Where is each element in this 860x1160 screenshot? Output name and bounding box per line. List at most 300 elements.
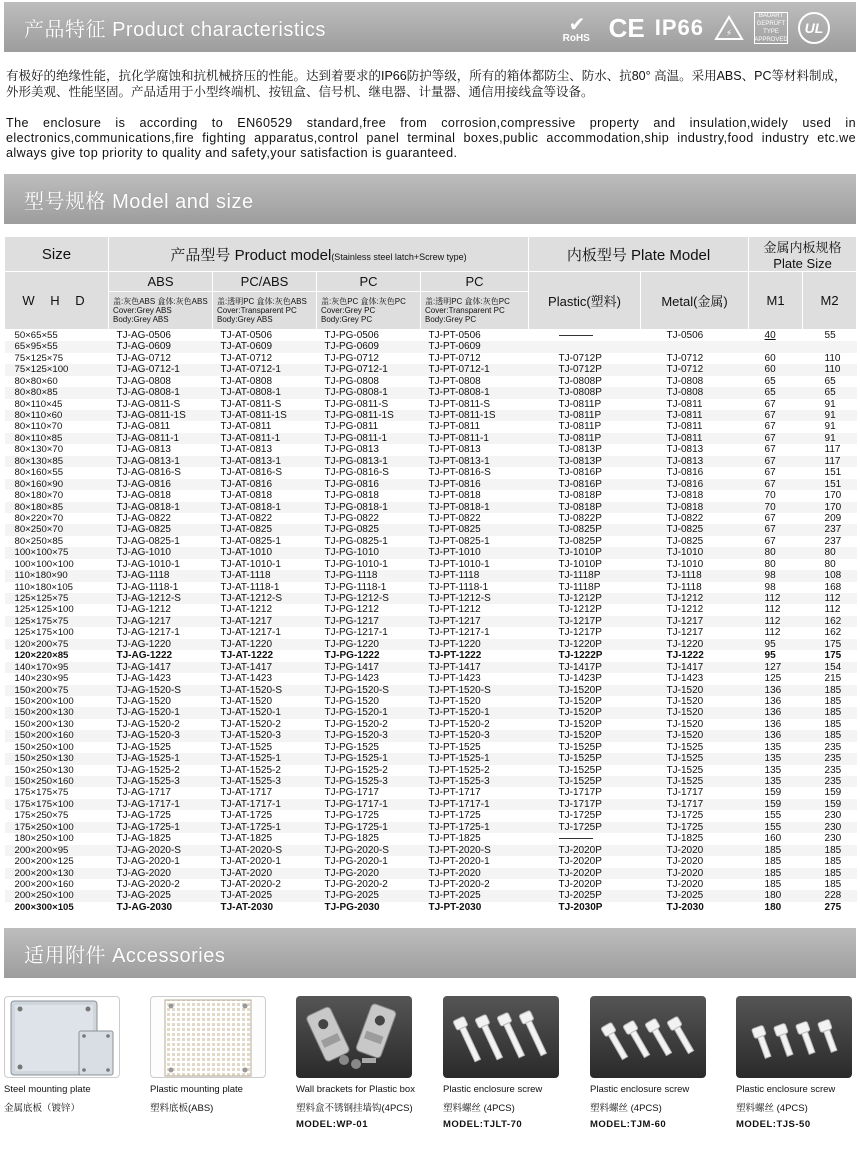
table-row: [5, 421, 857, 432]
pcabs-model-cell: TJ-AT-1212: [213, 604, 317, 615]
m2-cell: 235: [803, 776, 857, 787]
m2-cell: 230: [803, 810, 857, 821]
pc-transparent-model-cell: TJ-PT-1520-1: [421, 707, 529, 718]
pc-grey-model-cell: TJ-PG-1217: [317, 616, 421, 627]
plastic-plate-cell: TJ-2020P: [529, 879, 641, 890]
accessory-name-cn: 塑料螺丝 (4PCS): [736, 1103, 808, 1114]
abs-model-cell: TJ-AG-1212: [109, 604, 213, 615]
abs-model-cell: TJ-AG-1417: [109, 662, 213, 673]
m1-cell: 67: [749, 513, 803, 524]
model-size-table: [4, 236, 857, 913]
metal-header: Metal(金属): [641, 272, 749, 330]
pc-grey-header: PC: [317, 272, 421, 292]
pcabs-model-cell: TJ-AT-1118-1: [213, 582, 317, 593]
pc-transparent-model-cell: TJ-PT-1010-1: [421, 559, 529, 570]
plastic-plate-cell: TJ-0825P: [529, 536, 641, 547]
pcabs-model-cell: TJ-AT-1717: [213, 787, 317, 798]
metal-plate-cell: TJ-0818: [641, 490, 749, 501]
plastic-plate-cell: TJ-0818P: [529, 502, 641, 513]
pc-grey-model-cell: TJ-PG-1520-3: [317, 730, 421, 741]
tuv-line-2: GEPRÜFT: [756, 21, 786, 27]
abs-model-cell: TJ-AG-0811: [109, 421, 213, 432]
size-cell: 200×200×125: [5, 856, 109, 867]
m1-cell: 135: [749, 776, 803, 787]
plastic-plate-cell: TJ-2020P: [529, 845, 641, 856]
abs-model-cell: TJ-AG-1217-1: [109, 627, 213, 638]
plastic-plate-cell: TJ-1212P: [529, 604, 641, 615]
pcabs-model-cell: TJ-AT-0811-S: [213, 399, 317, 410]
m2-cell: 110: [803, 353, 857, 364]
size-cell: 150×200×130: [5, 707, 109, 718]
m2-header: M2: [803, 272, 857, 330]
pc-grey-model-cell: TJ-PG-1525-1: [317, 753, 421, 764]
table-row: [5, 570, 857, 581]
abs-header: ABS: [109, 272, 213, 292]
plastic-plate-cell: TJ-1217P: [529, 616, 641, 627]
abs-model-cell: TJ-AG-0712-1: [109, 364, 213, 375]
m1-cell: 67: [749, 456, 803, 467]
metal-plate-cell: TJ-1717: [641, 787, 749, 798]
abs-model-cell: TJ-AG-0811-1S: [109, 410, 213, 421]
abs-model-cell: TJ-AG-1717: [109, 787, 213, 798]
plastic-plate-cell: TJ-1222P: [529, 650, 641, 661]
m1-cell: 112: [749, 604, 803, 615]
table-row: [5, 765, 857, 776]
abs-model-cell: TJ-AG-2020-1: [109, 856, 213, 867]
pc-transparent-model-cell: TJ-PT-0813: [421, 444, 529, 455]
pc-grey-model-cell: TJ-PG-0609: [317, 341, 421, 352]
pc-transparent-model-cell: TJ-PT-1525-3: [421, 776, 529, 787]
abs-model-cell: TJ-AG-1520-1: [109, 707, 213, 718]
rohs-label: RoHS: [562, 33, 590, 44]
size-cell: 80×180×70: [5, 490, 109, 501]
size-cell: 150×250×130: [5, 765, 109, 776]
pcabs-model-cell: TJ-AT-1217: [213, 616, 317, 627]
m2-cell: 185: [803, 879, 857, 890]
metal-plate-cell: TJ-1220: [641, 639, 749, 650]
pc-grey-model-cell: TJ-PG-0818-1: [317, 502, 421, 513]
metal-plate-cell: TJ-0825: [641, 524, 749, 535]
m1-cell: 65: [749, 387, 803, 398]
section-title-cn: 型号规格: [24, 190, 106, 213]
plastic-plate-cell: TJ-1525P: [529, 765, 641, 776]
m1-cell: 136: [749, 696, 803, 707]
m2-cell: 151: [803, 479, 857, 490]
pcabs-model-cell: TJ-AT-1010-1: [213, 559, 317, 570]
pc-grey-model-cell: TJ-PG-2030: [317, 902, 421, 913]
size-cell: 80×80×60: [5, 376, 109, 387]
abs-model-cell: TJ-AG-1212-S: [109, 593, 213, 604]
pc-transparent-model-cell: TJ-PT-2020: [421, 868, 529, 879]
m2-cell: 235: [803, 765, 857, 776]
m2-cell: 170: [803, 490, 857, 501]
m1-cell: 159: [749, 799, 803, 810]
table-row: [5, 353, 857, 364]
pc-transparent-model-cell: TJ-PT-1222: [421, 650, 529, 661]
table-row: [5, 364, 857, 375]
m2-cell: 80: [803, 547, 857, 558]
plastic-plate-cell: TJ-1717P: [529, 799, 641, 810]
plastic-plate-cell: TJ-1725P: [529, 810, 641, 821]
m1-cell: 60: [749, 364, 803, 375]
pcabs-model-cell: TJ-AT-1520-S: [213, 685, 317, 696]
pc-grey-model-cell: TJ-PG-1725: [317, 810, 421, 821]
pc-grey-model-cell: TJ-PG-0712-1: [317, 364, 421, 375]
size-cell: 50×65×55: [5, 330, 109, 342]
m2-cell: 215: [803, 673, 857, 684]
pc-grey-model-cell: TJ-PG-1118-1: [317, 582, 421, 593]
m1-cell: 60: [749, 353, 803, 364]
metal-plate-cell: TJ-0822: [641, 513, 749, 524]
metal-plate-cell: [641, 341, 749, 352]
metal-plate-cell: TJ-2020: [641, 845, 749, 856]
abs-model-cell: TJ-AG-1525-2: [109, 765, 213, 776]
size-cell: 80×160×90: [5, 479, 109, 490]
m1-cell: 70: [749, 502, 803, 513]
pcabs-model-cell: TJ-AT-2020-2: [213, 879, 317, 890]
pc-grey-material-desc: [317, 292, 421, 330]
m2-cell: 65: [803, 387, 857, 398]
table-row: [5, 879, 857, 890]
m2-cell: 185: [803, 719, 857, 730]
abs-model-cell: TJ-AG-1825: [109, 833, 213, 844]
pc-transparent-model-cell: TJ-PT-0813-1: [421, 456, 529, 467]
m2-cell: 65: [803, 376, 857, 387]
m2-cell: 237: [803, 524, 857, 535]
size-cell: 125×175×100: [5, 627, 109, 638]
pc-grey-model-cell: TJ-PG-1010-1: [317, 559, 421, 570]
pc-transparent-model-cell: TJ-PT-1520-S: [421, 685, 529, 696]
abs-model-cell: TJ-AG-1118: [109, 570, 213, 581]
abs-model-cell: TJ-AG-0808: [109, 376, 213, 387]
abs-model-cell: TJ-AG-1423: [109, 673, 213, 684]
pc-grey-model-cell: TJ-PG-1525: [317, 742, 421, 753]
pc-transparent-model-cell: TJ-PT-2025: [421, 890, 529, 901]
accessory-name-en: Plastic enclosure screw: [590, 1084, 690, 1095]
metal-plate-cell: TJ-0811: [641, 421, 749, 432]
table-row: [5, 627, 857, 638]
pc-grey-model-cell: TJ-PG-1118: [317, 570, 421, 581]
pcabs-model-cell: TJ-AT-0808-1: [213, 387, 317, 398]
accessories-header: [4, 928, 856, 978]
size-cell: 150×250×100: [5, 742, 109, 753]
pc-grey-model-cell: TJ-PG-2025: [317, 890, 421, 901]
section-title-cn: 产品特征: [24, 18, 106, 41]
accessory-item: [4, 996, 120, 1114]
pc-transparent-model-cell: TJ-PT-0808: [421, 376, 529, 387]
size-cell: 110×180×105: [5, 582, 109, 593]
abs-model-cell: TJ-AG-0822: [109, 513, 213, 524]
model-and-size-header: [4, 174, 856, 224]
pc-grey-model-cell: TJ-PG-0811: [317, 421, 421, 432]
m2-cell: 112: [803, 604, 857, 615]
metal-plate-cell: TJ-1217: [641, 616, 749, 627]
m2-cell: 91: [803, 399, 857, 410]
rohs-icon: ✔ RoHS: [562, 14, 590, 44]
abs-cover: Cover:Grey ABS: [113, 306, 172, 315]
size-cell: 80×130×70: [5, 444, 109, 455]
plastic-plate-cell: TJ-0813P: [529, 444, 641, 455]
pcabs-model-cell: TJ-AT-2025: [213, 890, 317, 901]
pc-transparent-model-cell: TJ-PT-2030: [421, 902, 529, 913]
section-title-en: Accessories: [112, 944, 226, 967]
pc2-body: Body:Grey PC: [425, 315, 477, 324]
m2-cell: 91: [803, 433, 857, 444]
plastic-plate-cell: TJ-0818P: [529, 490, 641, 501]
table-row: [5, 902, 857, 913]
pc-transparent-model-cell: TJ-PT-1825: [421, 833, 529, 844]
pc-grey-model-cell: TJ-PG-1220: [317, 639, 421, 650]
metal-plate-cell: TJ-0825: [641, 536, 749, 547]
m1-cell: 180: [749, 902, 803, 913]
pc-grey-model-cell: TJ-PG-1212-S: [317, 593, 421, 604]
size-cell: 80×80×85: [5, 387, 109, 398]
size-cell: 175×175×100: [5, 799, 109, 810]
pc-transparent-model-cell: TJ-PT-1423: [421, 673, 529, 684]
abs-model-cell: TJ-AG-2025: [109, 890, 213, 901]
pc-transparent-header: PC: [421, 272, 529, 292]
accessory-item: [150, 996, 266, 1114]
accessory-name-en: Plastic enclosure screw: [443, 1084, 543, 1095]
plastic-plate-cell: TJ-0816P: [529, 479, 641, 490]
pc-grey-model-cell: TJ-PG-1825: [317, 833, 421, 844]
table-row: [5, 467, 857, 478]
size-cell: 175×250×75: [5, 810, 109, 821]
pc-transparent-model-cell: TJ-PT-2020-2: [421, 879, 529, 890]
pc-transparent-model-cell: TJ-PT-0811-S: [421, 399, 529, 410]
pc-grey-model-cell: TJ-PG-1423: [317, 673, 421, 684]
accessory-name-cn: 塑料盒不锈钢挂墙钩(4PCS): [296, 1103, 413, 1114]
pc-transparent-model-cell: TJ-PT-1217-1: [421, 627, 529, 638]
size-cell: 140×170×95: [5, 662, 109, 673]
m1-cell: 136: [749, 685, 803, 696]
pc-grey-model-cell: TJ-PG-0808-1: [317, 387, 421, 398]
metal-plate-cell: TJ-1520: [641, 730, 749, 741]
pc-transparent-model-cell: TJ-PT-1725: [421, 810, 529, 821]
svg-text:⚡: ⚡: [725, 29, 733, 39]
accessory-model: MODEL:WP-01: [296, 1119, 368, 1130]
pc-transparent-model-cell: TJ-PT-0818-1: [421, 502, 529, 513]
pc-grey-model-cell: TJ-PG-1222: [317, 650, 421, 661]
size-cell: 200×200×95: [5, 845, 109, 856]
metal-plate-cell: TJ-1725: [641, 810, 749, 821]
plastic-plate-cell: TJ-1725P: [529, 822, 641, 833]
metal-plate-cell: TJ-1118: [641, 570, 749, 581]
pcabs-model-cell: TJ-AT-1525: [213, 742, 317, 753]
plastic-plate-cell: TJ-1217P: [529, 627, 641, 638]
pc-grey-model-cell: TJ-PG-1217-1: [317, 627, 421, 638]
m1-cell: 67: [749, 433, 803, 444]
description-chinese: 有极好的绝缘性能，抗化学腐蚀和抗机械挤压的性能。达到着要求的IP66防护等级，所有的箱体都防尘、防水、抗80° 高温。采用ABS、PC等材料制成，外形美观、性能坚固。产品适用于小型终端机、按钮盒、信号机、继电器、计量器、通信用接线盒等设备。: [6, 69, 847, 99]
table-row: [5, 433, 857, 444]
size-cell: 200×300×105: [5, 902, 109, 913]
plastic-plate-cell: TJ-0816P: [529, 467, 641, 478]
metal-plate-cell: TJ-1717: [641, 799, 749, 810]
plastic-plate-cell: TJ-1212P: [529, 593, 641, 604]
abs-model-cell: TJ-AG-0825: [109, 524, 213, 535]
abs-model-cell: TJ-AG-1717-1: [109, 799, 213, 810]
table-row: [5, 444, 857, 455]
abs-model-cell: TJ-AG-0811-S: [109, 399, 213, 410]
ul-listed-icon: UL: [798, 12, 830, 44]
m1-cell: 80: [749, 547, 803, 558]
abs-model-cell: TJ-AG-1525-1: [109, 753, 213, 764]
metal-plate-cell: TJ-1118: [641, 582, 749, 593]
size-cell: 200×200×130: [5, 868, 109, 879]
metal-plate-cell: TJ-2020: [641, 868, 749, 879]
m1-cell: 112: [749, 627, 803, 638]
pcabs-model-cell: TJ-AT-0811: [213, 421, 317, 432]
m2-cell: 175: [803, 639, 857, 650]
table-row: [5, 730, 857, 741]
plastic-plate-cell: TJ-0822P: [529, 513, 641, 524]
pc-transparent-model-cell: TJ-PT-0609: [421, 341, 529, 352]
abs-model-cell: TJ-AG-0825-1: [109, 536, 213, 547]
plastic-plate-cell: TJ-2020P: [529, 856, 641, 867]
section-title-en: Product characteristics: [112, 18, 326, 41]
size-cell: 120×200×75: [5, 639, 109, 650]
metal-plate-cell: TJ-0818: [641, 502, 749, 513]
metal-plate-cell: TJ-0811: [641, 433, 749, 444]
screw-icon: [590, 996, 706, 1078]
abs-model-cell: TJ-AG-0808-1: [109, 387, 213, 398]
pcabs-model-cell: TJ-AT-2020-S: [213, 845, 317, 856]
size-cell: 150×200×160: [5, 730, 109, 741]
abs-model-cell: TJ-AG-1725-1: [109, 822, 213, 833]
table-row: [5, 845, 857, 856]
pc-grey-model-cell: TJ-PG-1520-S: [317, 685, 421, 696]
m1-cell: 155: [749, 822, 803, 833]
pc-grey-model-cell: TJ-PG-1520-2: [317, 719, 421, 730]
pc-grey-model-cell: TJ-PG-1717: [317, 787, 421, 798]
pc-transparent-model-cell: TJ-PT-1212-S: [421, 593, 529, 604]
metal-plate-cell: TJ-1520: [641, 696, 749, 707]
plastic-plate-cell: TJ-0811P: [529, 410, 641, 421]
section-title-en: Model and size: [112, 190, 254, 213]
pcabs-model-cell: TJ-AT-0816: [213, 479, 317, 490]
pcabs-model-cell: TJ-AT-1217-1: [213, 627, 317, 638]
m2-cell: 91: [803, 421, 857, 432]
abs-material-desc: [109, 292, 213, 330]
size-cell: 125×125×100: [5, 604, 109, 615]
plastic-plate-cell: TJ-1118P: [529, 570, 641, 581]
abs-model-cell: TJ-AG-0813: [109, 444, 213, 455]
pc-transparent-model-cell: TJ-PT-0808-1: [421, 387, 529, 398]
accessory-name-en: Plastic enclosure screw: [736, 1084, 836, 1095]
table-row: [5, 593, 857, 604]
m2-cell: 185: [803, 845, 857, 856]
m1-cell: 67: [749, 524, 803, 535]
table-row: [5, 524, 857, 535]
abs-model-cell: TJ-AG-1520-2: [109, 719, 213, 730]
plastic-plate-cell: TJ-0811P: [529, 421, 641, 432]
size-cell: 80×180×85: [5, 502, 109, 513]
pc-transparent-model-cell: TJ-PT-0506: [421, 330, 529, 342]
metal-plate-cell: TJ-0506: [641, 330, 749, 342]
size-cell: 150×250×160: [5, 776, 109, 787]
pc-grey-model-cell: TJ-PG-1212: [317, 604, 421, 615]
m2-cell: 230: [803, 822, 857, 833]
m1-cell: 67: [749, 399, 803, 410]
plastic-plate-cell: TJ-1717P: [529, 787, 641, 798]
size-cell: 100×100×75: [5, 547, 109, 558]
m1-cell: 185: [749, 868, 803, 879]
metal-plate-cell: TJ-0712: [641, 364, 749, 375]
accessory-name-en: Steel mounting plate: [4, 1084, 91, 1095]
m2-cell: 185: [803, 685, 857, 696]
pc-transparent-model-cell: TJ-PT-0816-S: [421, 467, 529, 478]
pcabs-model-cell: TJ-AT-1520-3: [213, 730, 317, 741]
m2-cell: 185: [803, 707, 857, 718]
abs-body: Body:Grey ABS: [113, 315, 169, 324]
table-row: [5, 673, 857, 684]
size-cell: 200×250×100: [5, 890, 109, 901]
table-row: [5, 707, 857, 718]
m2-cell: 185: [803, 730, 857, 741]
table-row: [5, 685, 857, 696]
size-cell: 80×160×55: [5, 467, 109, 478]
pc-transparent-model-cell: TJ-PT-0811-1S: [421, 410, 529, 421]
pc2-cn: 盖:透明PC 盒体:灰色PC: [425, 297, 510, 306]
plate-size-header: 金属内板规格Plate Size: [749, 237, 857, 272]
table-row: [5, 616, 857, 627]
abs-model-cell: TJ-AG-1222: [109, 650, 213, 661]
metal-plate-cell: TJ-0811: [641, 399, 749, 410]
pcabs-header: PC/ABS: [213, 272, 317, 292]
tuv-line-3: TYPE: [763, 29, 779, 35]
plastic-plate-cell: TJ-1220P: [529, 639, 641, 650]
table-row: [5, 799, 857, 810]
m2-cell: 154: [803, 662, 857, 673]
pcabs-model-cell: TJ-AT-1423: [213, 673, 317, 684]
abs-model-cell: TJ-AG-1220: [109, 639, 213, 650]
table-row: [5, 856, 857, 867]
plastic-plate-cell: TJ-2030P: [529, 902, 641, 913]
pc-grey-model-cell: TJ-PG-0811-S: [317, 399, 421, 410]
pc-grey-model-cell: TJ-PG-1417: [317, 662, 421, 673]
pc-transparent-model-cell: TJ-PT-1520-3: [421, 730, 529, 741]
pc-transparent-model-cell: TJ-PT-1010: [421, 547, 529, 558]
m1-cell: 67: [749, 444, 803, 455]
table-row: [5, 536, 857, 547]
abs-model-cell: TJ-AG-0811-1: [109, 433, 213, 444]
pc-grey-model-cell: TJ-PG-0712: [317, 353, 421, 364]
pc-transparent-model-cell: TJ-PT-1220: [421, 639, 529, 650]
m2-cell: 159: [803, 799, 857, 810]
m1-cell: 160: [749, 833, 803, 844]
m1-cell: 67: [749, 410, 803, 421]
size-cell: 65×95×55: [5, 341, 109, 352]
metal-plate-cell: TJ-2025: [641, 890, 749, 901]
steel-plate-icon: [4, 996, 120, 1078]
product-characteristics-header: [4, 2, 856, 52]
metal-plate-cell: TJ-1520: [641, 685, 749, 696]
m1-cell: 136: [749, 707, 803, 718]
m1-cell: 185: [749, 879, 803, 890]
accessory-model: MODEL:TJLT-70: [443, 1119, 523, 1130]
table-row: [5, 662, 857, 673]
pc-grey-model-cell: TJ-PG-1520-1: [317, 707, 421, 718]
m1-cell: 180: [749, 890, 803, 901]
dash-line: [559, 838, 593, 839]
metal-plate-cell: TJ-0712: [641, 353, 749, 364]
m1-cell: 159: [749, 787, 803, 798]
m2-cell: 209: [803, 513, 857, 524]
pc-grey-model-cell: TJ-PG-0813: [317, 444, 421, 455]
plastic-plate-cell: [529, 341, 641, 352]
m2-cell: 162: [803, 627, 857, 638]
table-row: [5, 341, 857, 352]
